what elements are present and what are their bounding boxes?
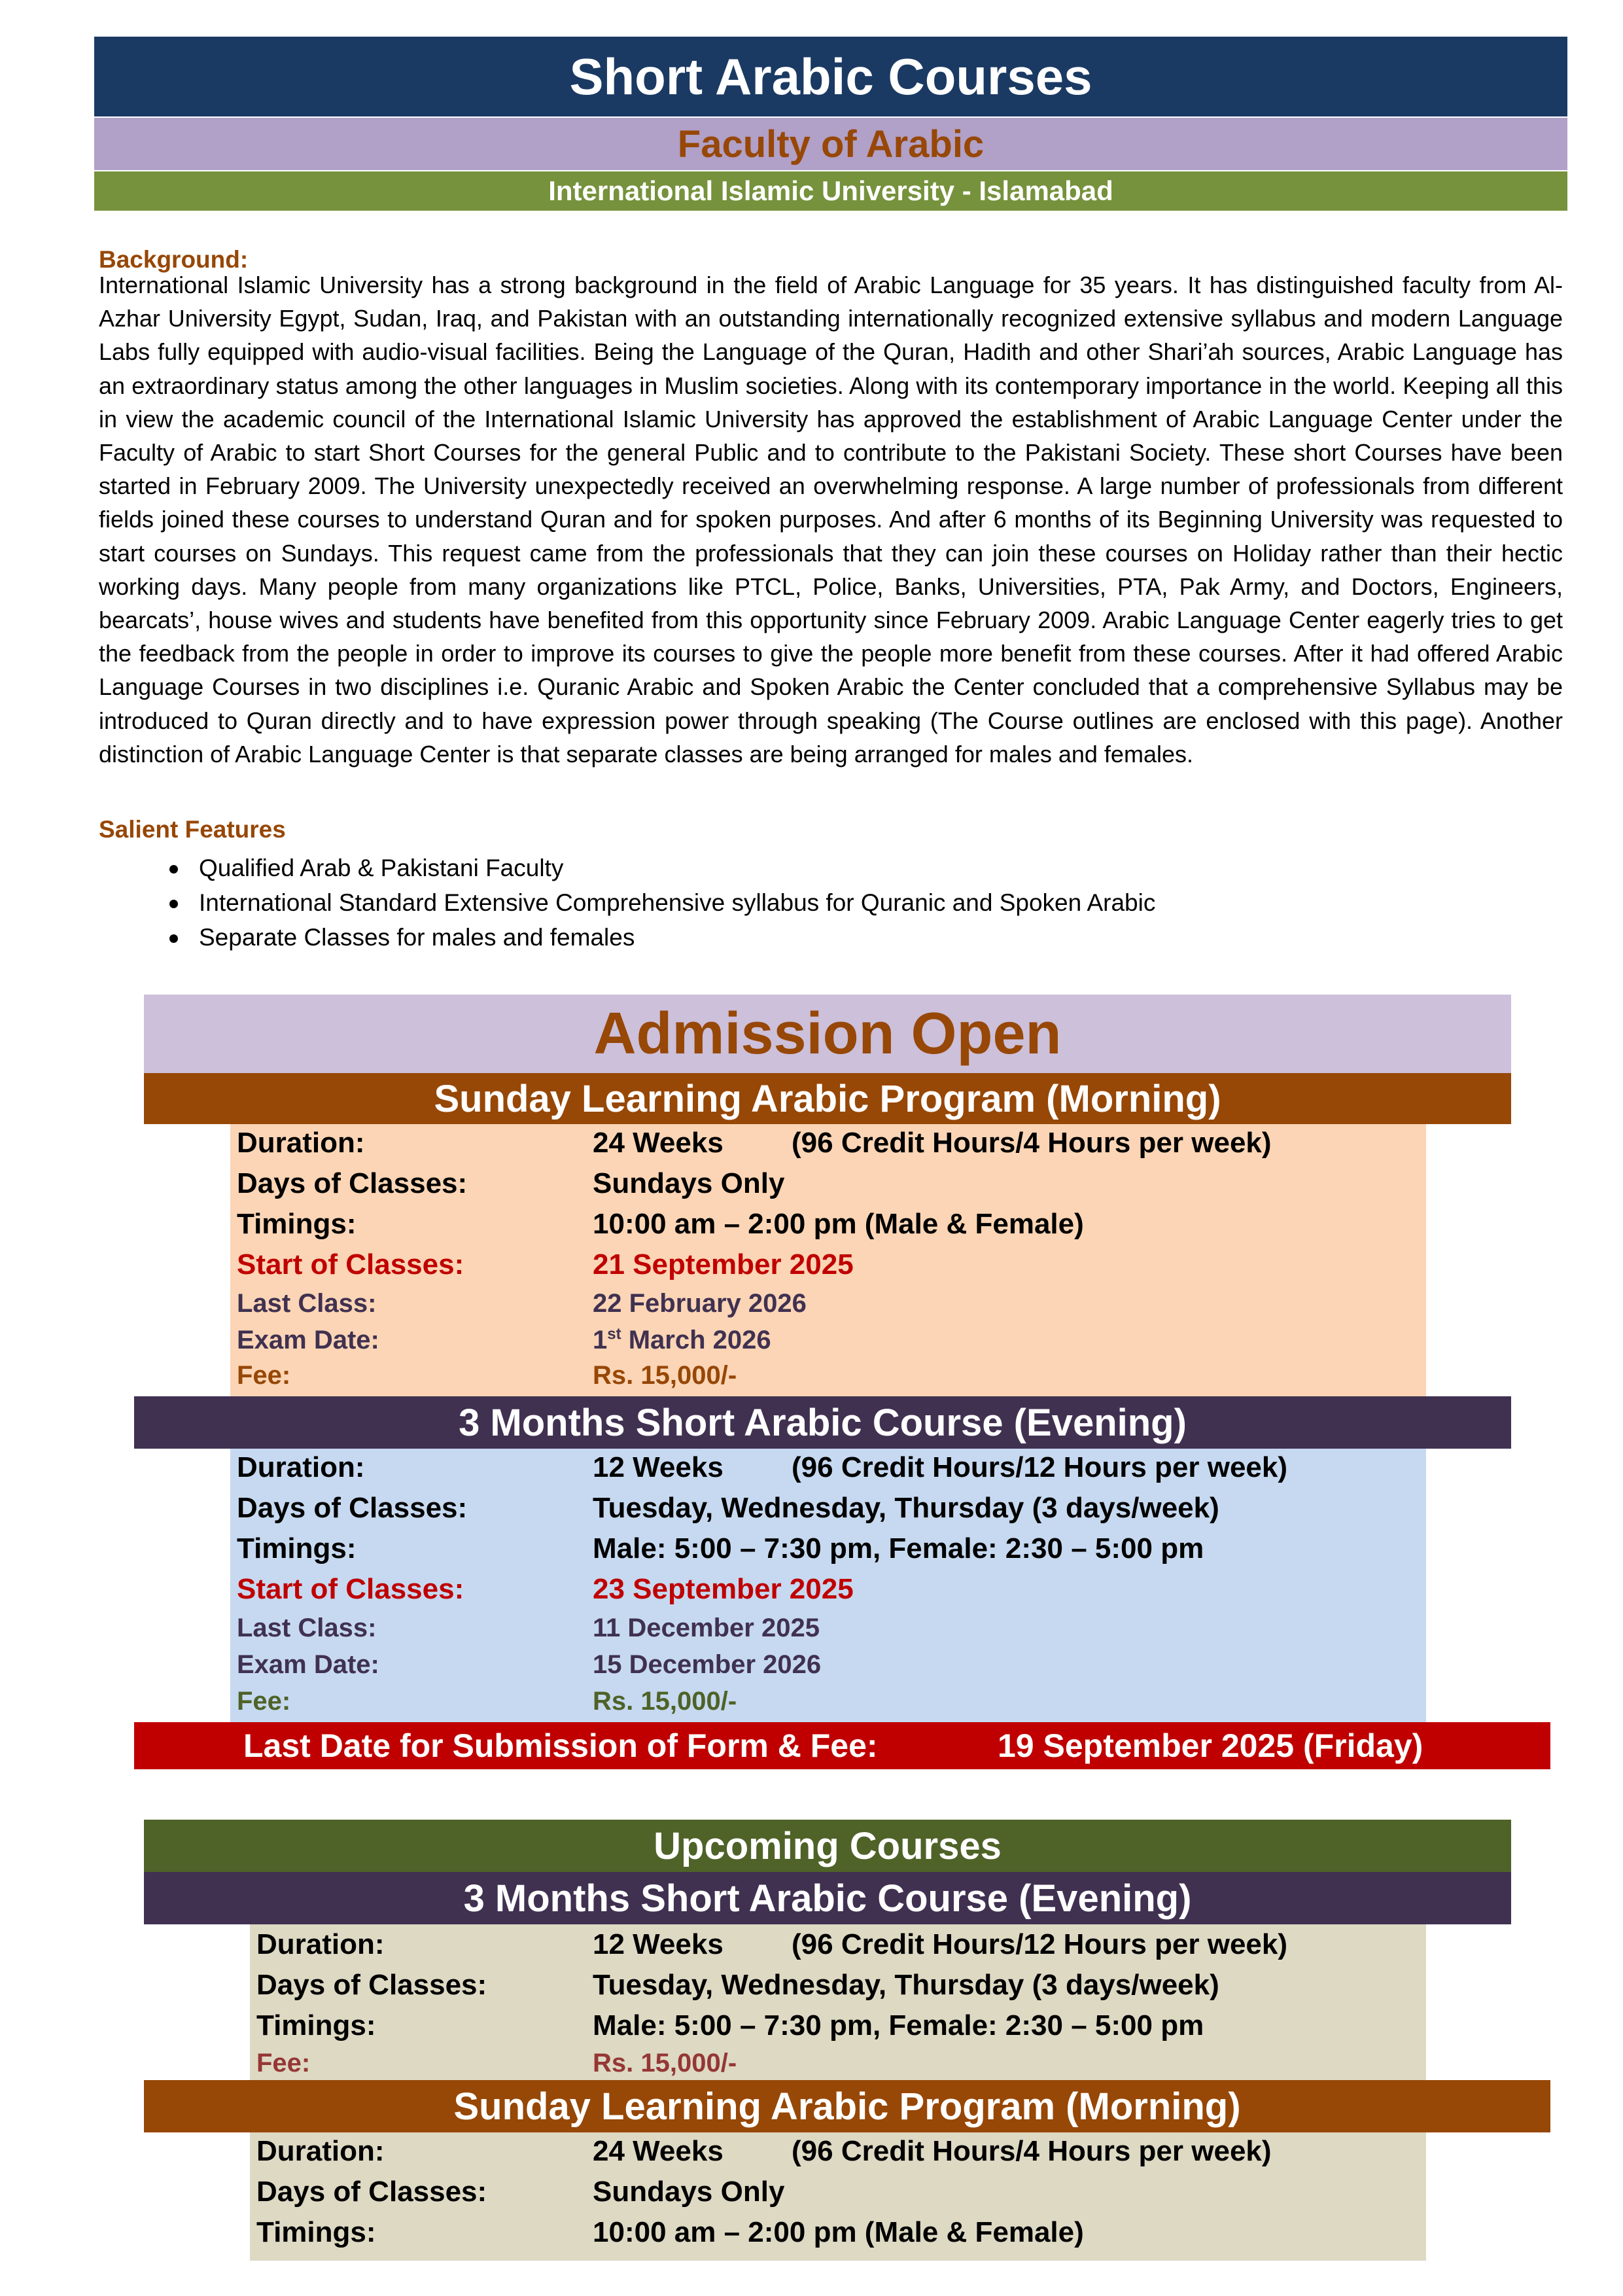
duration-label: Duration:	[237, 1451, 365, 1483]
duration-label: Duration:	[256, 2135, 385, 2167]
sunday-program-details	[230, 1124, 1426, 1396]
duration-label: Duration:	[237, 1127, 365, 1159]
deadline-banner	[134, 1722, 1550, 1769]
timings-value: 10:00 am – 2:00 pm (Male & Female)	[593, 2216, 1084, 2248]
upcoming-evening-course-details	[250, 1924, 1426, 2080]
upcoming-sunday-program-title: Sunday Learning Arabic Program (Morning)	[144, 2080, 1550, 2132]
upcoming-sunday-program-details	[250, 2132, 1426, 2261]
duration-value: 12 Weeks	[593, 1451, 724, 1483]
timings-value: 10:00 am – 2:00 pm (Male & Female)	[593, 1208, 1084, 1240]
timings-value: Male: 5:00 – 7:30 pm, Female: 2:30 – 5:00 pm	[593, 1532, 1204, 1564]
timings-label: Timings:	[256, 2216, 376, 2248]
timings-label: Timings:	[237, 1208, 357, 1240]
fee-label: Fee:	[237, 1361, 291, 1390]
fee-label: Fee:	[256, 2049, 311, 2077]
last-class-label: Last Class:	[237, 1614, 377, 1642]
list-item: International Standard Extensive Comprehensive syllabus for Quranic and Spoken Arabic	[99, 885, 1155, 920]
days-label: Days of Classes:	[237, 1492, 468, 1524]
deadline-label: Last Date for Submission of Form & Fee:	[243, 1727, 878, 1764]
university-name: International Islamic University - Islamabad	[94, 171, 1567, 211]
exam-label: Exam Date:	[237, 1650, 379, 1679]
salient-features-list	[99, 851, 1155, 955]
sunday-program-title: Sunday Learning Arabic Program (Morning)	[144, 1073, 1511, 1124]
exam-value: 15 December 2026	[593, 1650, 822, 1679]
upcoming-courses-title: Upcoming Courses	[144, 1820, 1511, 1872]
fee-value: Rs. 15,000/-	[593, 1361, 737, 1390]
days-value: Tuesday, Wednesday, Thursday (3 days/week)	[593, 1492, 1219, 1524]
last-class-value: 22 February 2026	[593, 1289, 807, 1318]
last-class-value: 11 December 2025	[593, 1614, 820, 1642]
days-label: Days of Classes:	[237, 1167, 468, 1199]
evening-course-details	[230, 1449, 1426, 1722]
background-paragraph: International Islamic University has a strong background in the field of Arabic Language for 35 years. It has distinguished faculty from Al-Azhar University Egypt, Sudan, Iraq, and Pakistan with an outstanding internationally recognized extensive syllabus and modern Language Labs fully equipped with audio-visual facilities. Being the Language of the Quran, Hadith and other Shari’ah sources, Arabic Language has an extraordinary status among the other languages in Muslim societies. Along with its contemporary importance in the world. Keeping all this in view the academic council of the International Islamic University has approved the establishment of Arabic Language Center under the Faculty of Arabic to start Short Courses for the general Public and to contribute to the Pakistani Society. These short Courses have been started in February 2009. The University unexpectedly received an overwhelming response. A large number of professionals from different fields joined these courses to understand Quran and for spoken purposes. And after 6 months of its Beginning University was requested to start courses on Sundays. This request came from the professionals that they can join these courses on Holiday rather than their hectic working days. Many people from many organizations like PTCL, Police, Banks, Universities, PTA, Pak Army, and Doctors, Engineers, bearcats’, house wives and students have benefited from this opportunity since February 2009. Arabic Language Center eagerly tries to get the feedback from the people in order to improve its courses to give the people more benefit from these courses. After it had offered Arabic Language Courses in two disciplines i.e. Quranic Arabic and Spoken Arabic the Center concluded that a comprehensive Syllabus may be introduced to Quran directly and to have expression power through speaking (The Course outlines are enclosed with this page). Another distinction of Arabic Language Center is that separate classes are being arranged for males and females.	[99, 272, 1563, 768]
duration-note: (96 Credit Hours/4 Hours per week)	[792, 2135, 1272, 2167]
start-label: Start of Classes:	[237, 1573, 464, 1605]
timings-value: Male: 5:00 – 7:30 pm, Female: 2:30 – 5:00 pm	[593, 2009, 1204, 2041]
duration-note: (96 Credit Hours/4 Hours per week)	[792, 1127, 1272, 1159]
days-value: Tuesday, Wednesday, Thursday (3 days/week)	[593, 1969, 1219, 2001]
timings-label: Timings:	[256, 2009, 376, 2041]
duration-label: Duration:	[256, 1928, 385, 1960]
deadline-value: 19 September 2025 (Friday)	[998, 1727, 1423, 1764]
days-label: Days of Classes:	[256, 1969, 487, 2001]
start-value: 21 September 2025	[593, 1248, 854, 1280]
last-class-label: Last Class:	[237, 1289, 377, 1318]
start-value: 23 September 2025	[593, 1573, 854, 1605]
days-value: Sundays Only	[593, 2176, 785, 2208]
duration-value: 12 Weeks	[593, 1928, 724, 1960]
duration-note: (96 Credit Hours/12 Hours per week)	[792, 1928, 1288, 1960]
duration-value: 24 Weeks	[593, 2135, 724, 2167]
page-title: Short Arabic Courses	[94, 37, 1567, 116]
start-label: Start of Classes:	[237, 1248, 464, 1280]
fee-value: Rs. 15,000/-	[593, 2049, 737, 2077]
list-item: Qualified Arab & Pakistani Faculty	[99, 851, 1155, 885]
upcoming-evening-course-title: 3 Months Short Arabic Course (Evening)	[144, 1872, 1511, 1924]
background-heading: Background:	[99, 246, 249, 273]
duration-value: 24 Weeks	[593, 1127, 724, 1159]
evening-course-title: 3 Months Short Arabic Course (Evening)	[134, 1396, 1511, 1449]
fee-label: Fee:	[237, 1687, 291, 1716]
admission-open-title: Admission Open	[144, 995, 1511, 1073]
list-item: Separate Classes for males and females	[99, 920, 1155, 955]
faculty-title: Faculty of Arabic	[94, 118, 1567, 170]
exam-value: 1st March 2026	[593, 1325, 771, 1354]
duration-note: (96 Credit Hours/12 Hours per week)	[792, 1451, 1288, 1483]
fee-value: Rs. 15,000/-	[593, 1687, 737, 1716]
days-label: Days of Classes:	[256, 2176, 487, 2208]
timings-label: Timings:	[237, 1532, 357, 1564]
salient-features-heading: Salient Features	[99, 816, 286, 843]
exam-label: Exam Date:	[237, 1326, 379, 1354]
days-value: Sundays Only	[593, 1167, 785, 1199]
